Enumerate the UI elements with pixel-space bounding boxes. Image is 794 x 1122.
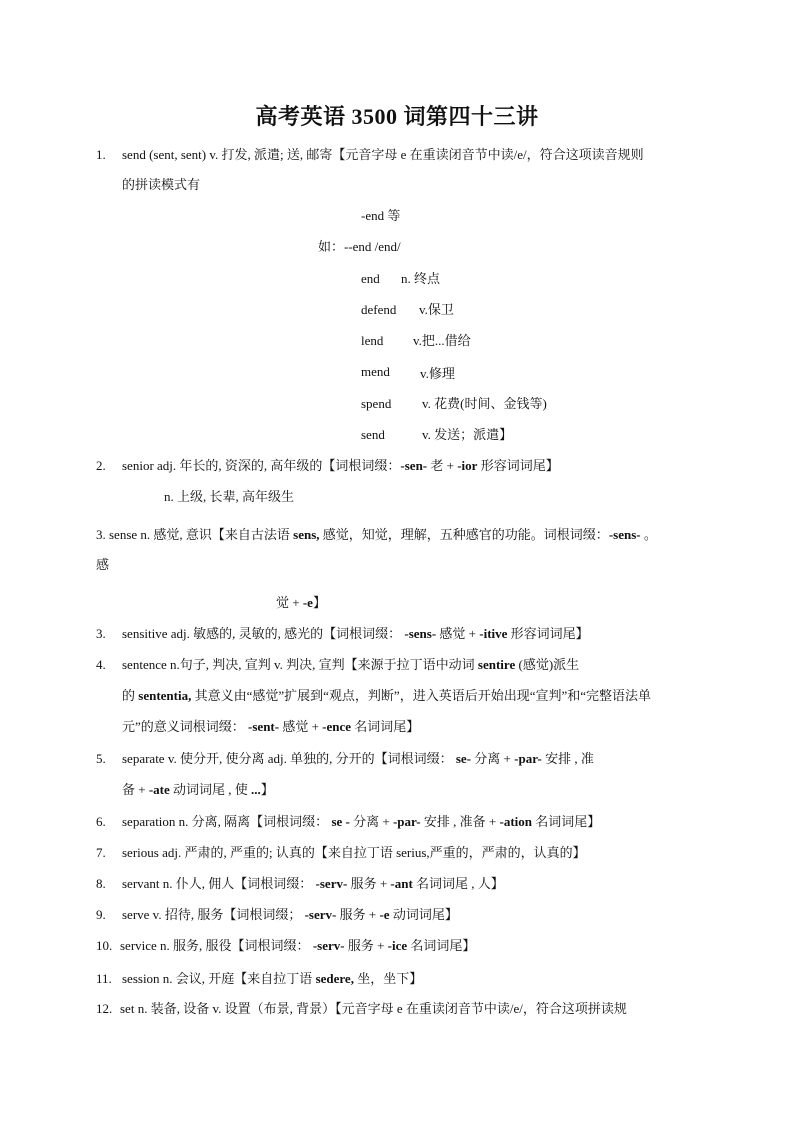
root-affix: -serv- bbox=[315, 876, 348, 891]
example-word: defend bbox=[361, 302, 397, 317]
entry-number: 12. bbox=[96, 1001, 113, 1016]
entry-serious bbox=[96, 844, 586, 862]
entry-separate-line-2 bbox=[122, 781, 274, 799]
entry-serve bbox=[96, 906, 458, 924]
root-affix: -ence bbox=[322, 719, 352, 734]
entry-text: (感觉)派生 bbox=[515, 657, 580, 672]
example-word: lend bbox=[361, 333, 384, 348]
entry-text: 形容词词尾】 bbox=[507, 626, 589, 641]
entry-text: session n. 会议, 开庭【来自拉丁语 bbox=[122, 971, 316, 986]
entry-text: serious adj. 严肃的, 严重的; 认真的【来自拉丁语 serius,严重的，严肃的，认真的】 bbox=[122, 845, 586, 860]
entry-number: 3. bbox=[96, 626, 106, 641]
entry-text: senior adj. 年长的, 资深的, 高年级的【词根词缀： bbox=[122, 458, 401, 473]
entry-number: 2. bbox=[96, 458, 106, 473]
entry-sense-line-3 bbox=[276, 594, 326, 612]
root-word: sens, bbox=[293, 527, 320, 542]
example-word: spend bbox=[361, 396, 392, 411]
entry-number: 6. bbox=[96, 814, 106, 829]
entry-text: 名词词尾】 bbox=[407, 938, 476, 953]
root-affix: -ate bbox=[148, 782, 170, 797]
root-affix: se- bbox=[455, 751, 472, 766]
entry-send-line-1 bbox=[96, 146, 644, 164]
entry-text: 备 + bbox=[122, 782, 149, 797]
entry-text: 的 bbox=[122, 688, 139, 703]
entry-text: 服务 + bbox=[347, 876, 391, 891]
entry-text: 服务 + bbox=[336, 907, 380, 922]
entry-number: 7. bbox=[96, 845, 106, 860]
example-meaning: v.保卫 bbox=[419, 302, 454, 317]
entry-set bbox=[96, 1000, 627, 1018]
entry-send-pattern: -end 等 bbox=[361, 208, 401, 223]
root-affix: -serv- bbox=[304, 907, 337, 922]
root-affix: -ior bbox=[457, 458, 478, 473]
entry-separation bbox=[96, 813, 600, 831]
entry-text: 安排 , 准 bbox=[541, 751, 594, 766]
entry-text: 其意义由“感觉”扩展到“观点，判断”，进入英语后开始出现“宣判”和“完整语法单 bbox=[191, 688, 651, 703]
root-word: sedere, bbox=[315, 971, 354, 986]
entry-sense-line-1 bbox=[96, 526, 657, 544]
entry-text: servant n. 仆人, 佣人【词根词缀： bbox=[122, 876, 316, 891]
root-affix: -e bbox=[379, 907, 390, 922]
entry-text: 3. sense n. 感觉, 意识【来自古法语 bbox=[96, 527, 294, 542]
entry-text: ... bbox=[251, 782, 261, 797]
entry-text: 动词词尾】 bbox=[389, 907, 458, 922]
entry-text: 名词词尾】 bbox=[351, 719, 420, 734]
entry-text: set n. 装备, 设备 v. 设置（布景, 背景）【元音字母 e 在重读闭音节中读/e/，符合这项拼读规 bbox=[120, 1001, 627, 1016]
entry-text: 服务 + bbox=[344, 938, 388, 953]
entry-send-example: 如：--end /end/ bbox=[318, 239, 401, 254]
example-word: send bbox=[361, 427, 385, 442]
entry-servant bbox=[96, 875, 504, 893]
root-affix: -sen- bbox=[400, 458, 428, 473]
page-title: 高考英语 3500 词第四十三讲 bbox=[255, 104, 539, 129]
entry-send-line-2: 的拼读模式有 bbox=[122, 177, 201, 192]
entry-sense-line-2: 感 bbox=[96, 557, 110, 572]
root-affix: -ice bbox=[387, 938, 408, 953]
root-affix: -par- bbox=[392, 814, 421, 829]
entry-text: serve v. 招待, 服务【词根词缀； bbox=[122, 907, 305, 922]
entry-sensitive bbox=[96, 625, 589, 643]
entry-text: 老 + bbox=[427, 458, 458, 473]
entry-text: send (sent, sent) v. 打发, 派遣; 送, 邮寄【元音字母 e 在重读闭音节中读/e/，符合这项读音规则 bbox=[122, 147, 644, 162]
entry-text: service n. 服务, 服役【词根词缀： bbox=[120, 938, 313, 953]
entry-number: 10. bbox=[96, 938, 113, 953]
root-affix: se - bbox=[331, 814, 350, 829]
root-affix: -itive bbox=[479, 626, 508, 641]
root-affix: -ation bbox=[499, 814, 532, 829]
root-affix: -e bbox=[302, 595, 313, 610]
entry-text: 形容词词尾】 bbox=[477, 458, 559, 473]
example-meaning: v.修理 bbox=[420, 366, 455, 381]
entry-number: 1. bbox=[96, 147, 106, 162]
example-meaning: n. 终点 bbox=[401, 271, 441, 286]
entry-text: 感觉 + bbox=[279, 719, 323, 734]
entry-text: sentence n.句子, 判决, 宣判 v. 判决, 宣判【来源于拉丁语中动词 bbox=[122, 657, 478, 672]
root-affix: -ant bbox=[390, 876, 413, 891]
entry-text: 觉 + bbox=[276, 595, 303, 610]
entry-number: 8. bbox=[96, 876, 106, 891]
entry-text: 感觉 + bbox=[436, 626, 480, 641]
root-word: sentire bbox=[477, 657, 516, 672]
entry-text: separation n. 分离, 隔离【词根词缀： bbox=[122, 814, 332, 829]
entry-text: 安排 , 准备 + bbox=[420, 814, 500, 829]
entry-number: 5. bbox=[96, 751, 106, 766]
entry-text: 元”的意义词根词缀： bbox=[122, 719, 249, 734]
entry-text: 感觉，知觉，理解，五种感官的功能。词根词缀： bbox=[319, 527, 609, 542]
entry-session bbox=[96, 970, 422, 988]
entry-text: sensitive adj. 敏感的, 灵敏的, 感光的【词根词缀： bbox=[122, 626, 405, 641]
root-affix: -serv- bbox=[312, 938, 345, 953]
root-affix: -sens- bbox=[404, 626, 437, 641]
example-meaning: v.把...借给 bbox=[413, 333, 471, 348]
root-word: sententia, bbox=[138, 688, 192, 703]
entry-text: 名词词尾 , 人】 bbox=[412, 876, 504, 891]
entry-service bbox=[96, 937, 475, 955]
root-affix: -sens- bbox=[608, 527, 641, 542]
entry-text: 。 bbox=[640, 527, 657, 542]
entry-number: 11. bbox=[96, 971, 112, 986]
root-affix: -sent- bbox=[248, 719, 280, 734]
entry-text: 动词词尾 , 使 bbox=[169, 782, 252, 797]
entry-text: 】 bbox=[260, 782, 274, 797]
example-word: mend bbox=[361, 364, 390, 379]
example-word: end bbox=[361, 271, 380, 286]
entry-senior-line-2: n. 上级, 长辈, 高年级生 bbox=[164, 489, 295, 504]
entry-sentence-line-1 bbox=[96, 656, 579, 674]
entry-number: 4. bbox=[96, 657, 106, 672]
entry-number: 9. bbox=[96, 907, 106, 922]
entry-text: 分离 + bbox=[349, 814, 393, 829]
entry-text: 名词词尾】 bbox=[531, 814, 601, 829]
entry-senior-line-1 bbox=[96, 457, 559, 475]
entry-text: 分离 + bbox=[471, 751, 515, 766]
entry-text: separate v. 使分开, 使分离 adj. 单独的, 分开的【词根词缀： bbox=[122, 751, 456, 766]
entry-text: 】 bbox=[312, 595, 326, 610]
entry-sentence-line-3 bbox=[122, 718, 419, 736]
entry-text: 坐，坐下】 bbox=[353, 971, 423, 986]
example-meaning: v. 花费(时间、金钱等) bbox=[422, 396, 547, 411]
example-meaning: v. 发送；派遣】 bbox=[422, 427, 513, 442]
entry-sentence-line-2 bbox=[122, 687, 651, 705]
root-affix: -par- bbox=[514, 751, 542, 766]
entry-separate-line-1 bbox=[96, 750, 594, 768]
